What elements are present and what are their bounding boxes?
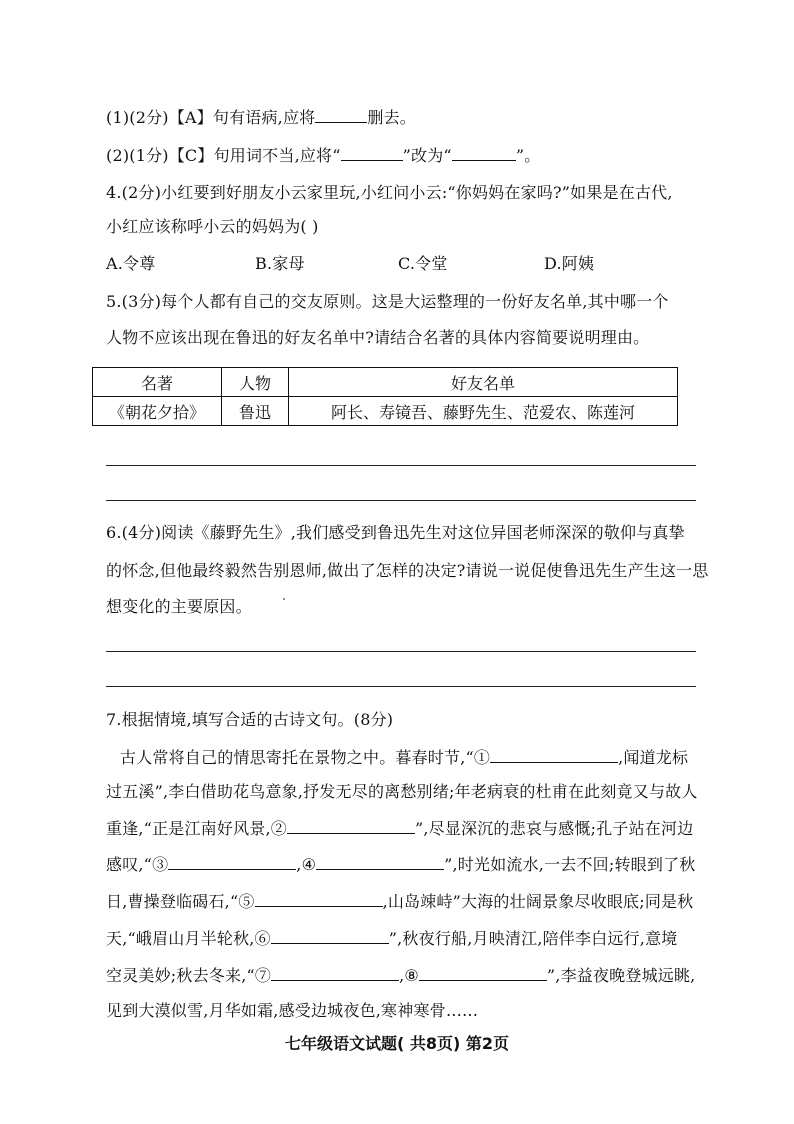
q7-line3 — [106, 817, 693, 840]
table-header-row — [93, 368, 678, 397]
friend-list-table — [92, 367, 678, 426]
q3-sub2-end: ”。 — [515, 146, 541, 165]
q6-answer-line-1[interactable] — [106, 651, 696, 652]
answer-blank-5[interactable] — [255, 890, 383, 907]
q7-line5 — [106, 890, 693, 913]
q3-sub1 — [106, 106, 416, 129]
answer-blank-1[interactable] — [490, 746, 618, 763]
q7-text: 空灵美妙;秋去冬来,“⑦ — [106, 966, 272, 985]
table-header-book: 名著 — [93, 368, 222, 397]
answer-blank[interactable] — [341, 144, 403, 161]
q6-line2: 的怀念,但他最终毅然告别恩师,做出了怎样的决定?请说一说促使鲁迅先生产生这一思 — [106, 561, 709, 580]
table-cell-book: 《朝花夕拾》 — [93, 397, 222, 426]
page-footer: 七年级语文试题( 共8页) 第2页 — [284, 1034, 510, 1053]
q7-text: ”,秋夜行船,月映清江,陪伴李白远行,意境 — [388, 929, 678, 948]
q7-text: ”,时光如流水,一去不回;转眼到了秋 — [444, 855, 696, 874]
q7-line7 — [106, 964, 695, 987]
answer-blank-7[interactable] — [271, 964, 399, 981]
answer-blank[interactable] — [315, 106, 367, 123]
q7-text: ”,李益夜晚登城远眺, — [546, 966, 696, 985]
q7-text: ,山岛竦峙”大海的壮阔景象尽收眼底;同是秋 — [382, 892, 694, 911]
q6-line1: 6.(4分)阅读《藤野先生》,我们感受到鲁迅先生对这位异国老师深深的敬仰与真挚 — [106, 523, 685, 542]
q4-option-d[interactable]: D.阿姨 — [544, 254, 595, 273]
q7-line1 — [120, 746, 688, 769]
q7-text: 天,“峨眉山月半轮秋,⑥ — [106, 929, 271, 948]
q7-line8: 见到大漠似雪,月华如霜,感受边城夜色,寒神寒骨…… — [106, 1001, 479, 1020]
q7-text: 重逢,“正是江南好风景,② — [106, 819, 287, 838]
q4-option-a[interactable]: A.令尊 — [106, 254, 156, 273]
table-header-person: 人物 — [222, 368, 289, 397]
answer-blank-8[interactable] — [419, 964, 547, 981]
q6-answer-line-2[interactable] — [106, 686, 696, 687]
table-cell-person: 鲁迅 — [222, 397, 289, 426]
table-row — [93, 397, 678, 426]
q7-text: 古人常将自己的情思寄托在景物之中。暮春时节,“① — [120, 748, 491, 767]
q3-sub1-text: (1)(2分)【A】句有语病,应将 — [106, 108, 316, 127]
q7-text: ,⑧ — [399, 966, 419, 985]
q7-text: ,闻道龙标 — [618, 748, 689, 767]
q7-title: 7.根据情境,填写合适的古诗文句。(8分) — [106, 710, 394, 729]
q7-text: ”,尽显深沉的悲哀与感慨;孔子站在河边 — [414, 819, 694, 838]
table-cell-friends: 阿长、寿镜吾、藤野先生、范爱农、陈莲河 — [289, 397, 678, 426]
q4-option-c[interactable]: C.令堂 — [398, 254, 448, 273]
q3-sub2-text: (2)(1分)【C】句用词不当,应将“ — [106, 146, 341, 165]
q7-line6 — [106, 927, 678, 950]
q3-sub2 — [106, 144, 540, 167]
answer-blank-3[interactable] — [168, 853, 296, 870]
q7-text: 感叹,“③ — [106, 855, 169, 874]
q4-option-b[interactable]: B.家母 — [255, 254, 305, 273]
q7-text: 日,曹操登临碣石,“⑤ — [106, 892, 255, 911]
q6-line3: 想变化的主要原因。 — [106, 597, 252, 616]
q5-line2: 人物不应该出现在鲁迅的好友名单中?请结合名著的具体内容简要说明理由。 — [106, 328, 650, 347]
q7-line4 — [106, 853, 695, 876]
q4-line1: 4.(2分)小红要到好朋友小云家里玩,小红问小云:“你妈妈在家吗?”如果是在古代, — [106, 183, 673, 202]
answer-blank-6[interactable] — [271, 927, 389, 944]
q5-line1: 5.(3分)每个人都有自己的交友原则。这是大运整理的一份好友名单,其中哪一个 — [106, 292, 669, 311]
scan-speck — [283, 598, 285, 600]
q3-sub1-end: 删去。 — [367, 108, 416, 127]
answer-blank-4[interactable] — [316, 853, 444, 870]
answer-blank-2[interactable] — [287, 817, 415, 834]
q5-answer-line-1[interactable] — [106, 465, 696, 466]
q5-answer-line-2[interactable] — [106, 500, 696, 501]
q7-line2: 过五溪”,李白借助花鸟意象,抒发无尽的离愁别绪;年老病衰的杜甫在此刻竟又与故人 — [106, 782, 698, 801]
table-header-friends: 好友名单 — [289, 368, 678, 397]
q4-line2: 小红应该称呼小云的妈妈为( ) — [106, 217, 319, 236]
answer-blank[interactable] — [452, 144, 516, 161]
q3-sub2-mid: ”改为“ — [402, 146, 452, 165]
q7-text: ,④ — [296, 855, 317, 874]
